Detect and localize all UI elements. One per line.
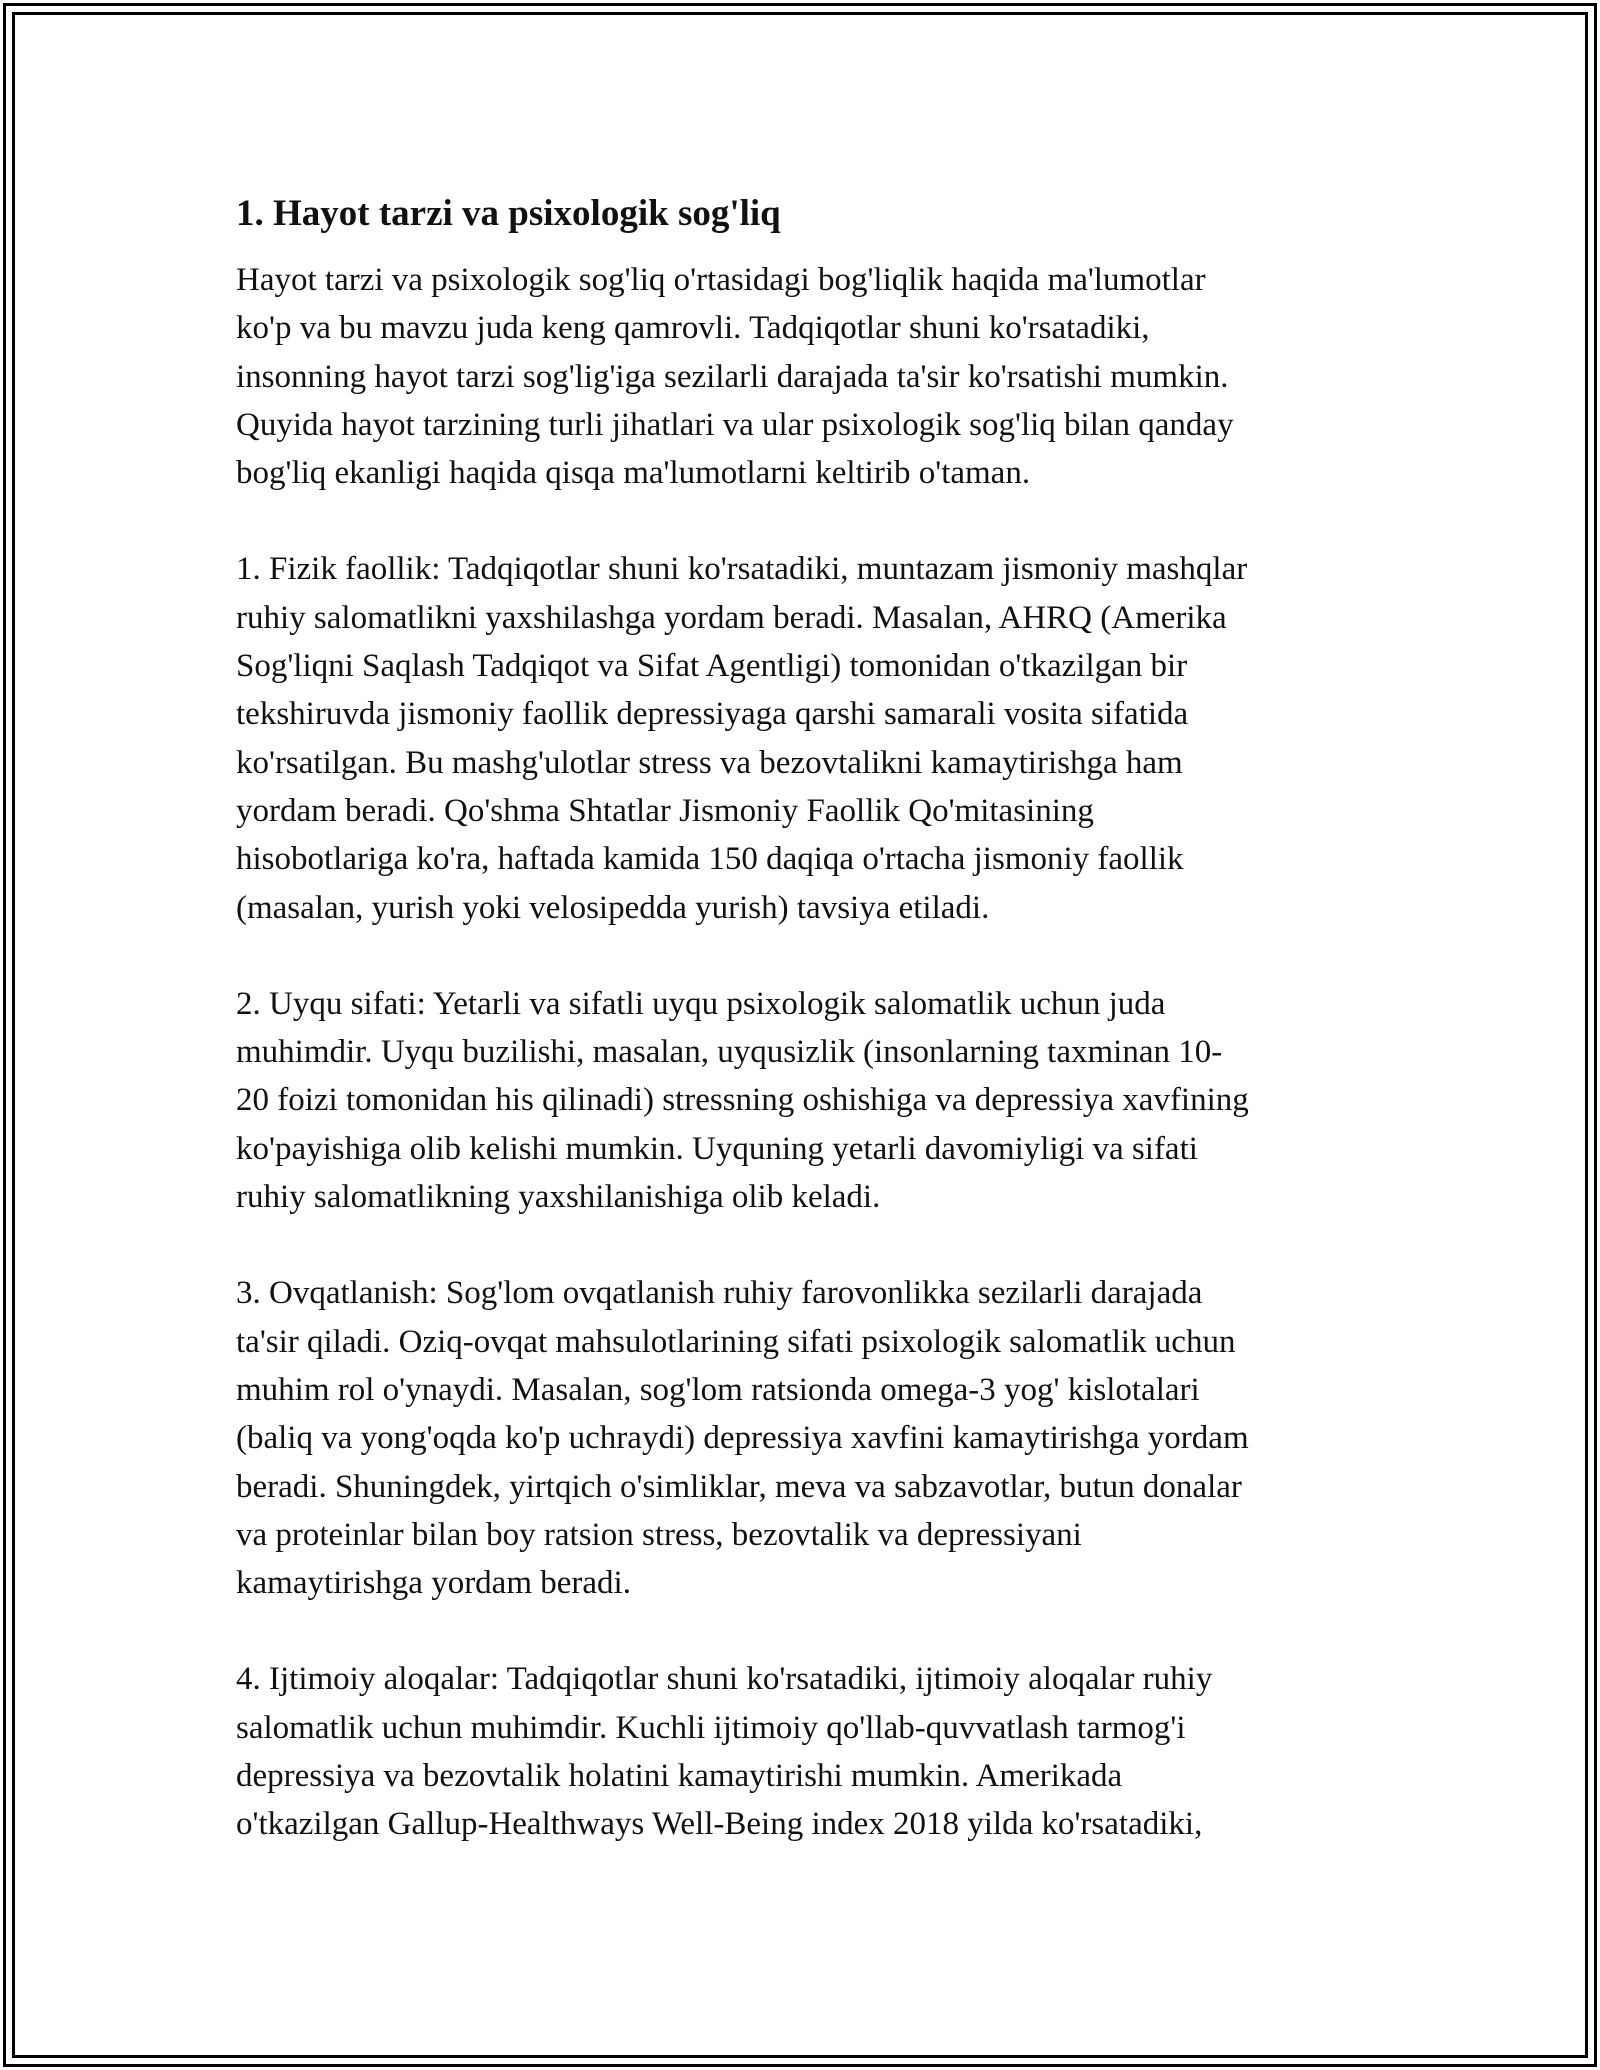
text-line: (baliq va yong'oqda ko'p uchraydi) depressiya xavfini kamaytirishga yordam bbox=[236, 1420, 1249, 1457]
text-line: ta'sir qiladi. Oziq-ovqat mahsulotlarining sifati psixologik salomatlik uchun bbox=[236, 1323, 1236, 1360]
document-body bbox=[236, 188, 1376, 1897]
social-connections-paragraph bbox=[236, 1655, 1376, 1848]
text-line: Hayot tarzi va psixologik sog'liq o'rtasidagi bog'liqlik haqida ma'lumotlar bbox=[236, 262, 1206, 298]
text-line: ko'rsatilgan. Bu mashg'ulotlar stress va bezovtalikni kamaytirishga ham bbox=[236, 744, 1183, 781]
text-line: ko'payishiga olib kelishi mumkin. Uyquning yetarli davomiyligi va sifati bbox=[236, 1130, 1198, 1167]
text-line: depressiya va bezovtalik holatini kamaytirishi mumkin. Amerikada bbox=[236, 1758, 1123, 1795]
text-line: 4. Ijtimoiy aloqalar: Tadqiqotlar shuni ko'rsatadiki, ijtimoiy aloqalar ruhiy bbox=[236, 1661, 1213, 1698]
text-line: beradi. Shuningdek, yirtqich o'simliklar, meva va sabzavotlar, butun donalar bbox=[236, 1468, 1242, 1505]
text-line: ruhiy salomatlikning yaxshilanishiga olib keladi. bbox=[236, 1179, 881, 1216]
text-line: insonning hayot tarzi sog'lig'iga sezilarli darajada ta'sir ko'rsatishi mumkin. bbox=[236, 358, 1229, 395]
text-line: hisobotlariga ko'ra, haftada kamida 150 daqiqa o'rtacha jismoniy faollik bbox=[236, 841, 1184, 878]
text-line: salomatlik uchun muhimdir. Kuchli ijtimoiy qo'llab-quvvatlash tarmog'i bbox=[236, 1709, 1186, 1746]
text-line: tekshiruvda jismoniy faollik depressiyaga qarshi samarali vosita sifatida bbox=[236, 696, 1189, 733]
text-line: ko'p va bu mavzu juda keng qamrovli. Tadqiqotlar shuni ko'rsatadiki, bbox=[236, 310, 1150, 347]
physical-activity-paragraph bbox=[236, 545, 1376, 931]
text-line: yordam beradi. Qo'shma Shtatlar Jismoniy Faollik Qo'mitasining bbox=[236, 792, 1094, 829]
text-line: (masalan, yurish yoki velosipedda yurish) tavsiya etiladi. bbox=[236, 889, 990, 926]
text-line: 3. Ovqatlanish: Sog'lom ovqatlanish ruhiy farovonlikka sezilarli darajada bbox=[236, 1275, 1203, 1312]
text-line: muhim rol o'ynaydi. Masalan, sog'lom ratsionda omega-3 yog' kislotalari bbox=[236, 1371, 1200, 1408]
text-line: bog'liq ekanligi haqida qisqa ma'lumotlarni keltirib o'taman. bbox=[236, 455, 1031, 492]
text-line: o'tkazilgan Gallup-Healthways Well-Being index 2018 yilda ko'rsatadiki, bbox=[236, 1806, 1203, 1843]
text-line: 20 foizi tomonidan his qilinadi) stressning oshishiga va depressiya xavfining bbox=[236, 1082, 1249, 1119]
text-line: Quyida hayot tarzining turli jihatlari va ular psixologik sog'liq bilan qanday bbox=[236, 406, 1234, 443]
text-line: 1. Fizik faollik: Tadqiqotlar shuni ko'rsatadiki, muntazam jismoniy mashqlar bbox=[236, 551, 1248, 588]
text-line: kamaytirishga yordam beradi. bbox=[236, 1565, 631, 1602]
sleep-quality-paragraph bbox=[236, 980, 1376, 1221]
intro-paragraph bbox=[236, 256, 1376, 497]
text-line: muhimdir. Uyqu buzilishi, masalan, uyqusizlik (insonlarning taxminan 10- bbox=[236, 1034, 1223, 1071]
nutrition-paragraph bbox=[236, 1269, 1376, 1607]
text-line: ruhiy salomatlikni yaxshilashga yordam beradi. Masalan, AHRQ (Amerika bbox=[236, 599, 1227, 636]
text-line: Sog'liqni Saqlash Tadqiqot va Sifat Agentligi) tomonidan o'tkazilgan bir bbox=[236, 648, 1188, 685]
text-line: 2. Uyqu sifati: Yetarli va sifatli uyqu psixologik salomatlik uchun juda bbox=[236, 985, 1166, 1022]
text-line: va proteinlar bilan boy ratsion stress, bezovtalik va depressiyani bbox=[236, 1516, 1082, 1553]
section-heading: 1. Hayot tarzi va psixologik sog'liq bbox=[236, 193, 781, 234]
